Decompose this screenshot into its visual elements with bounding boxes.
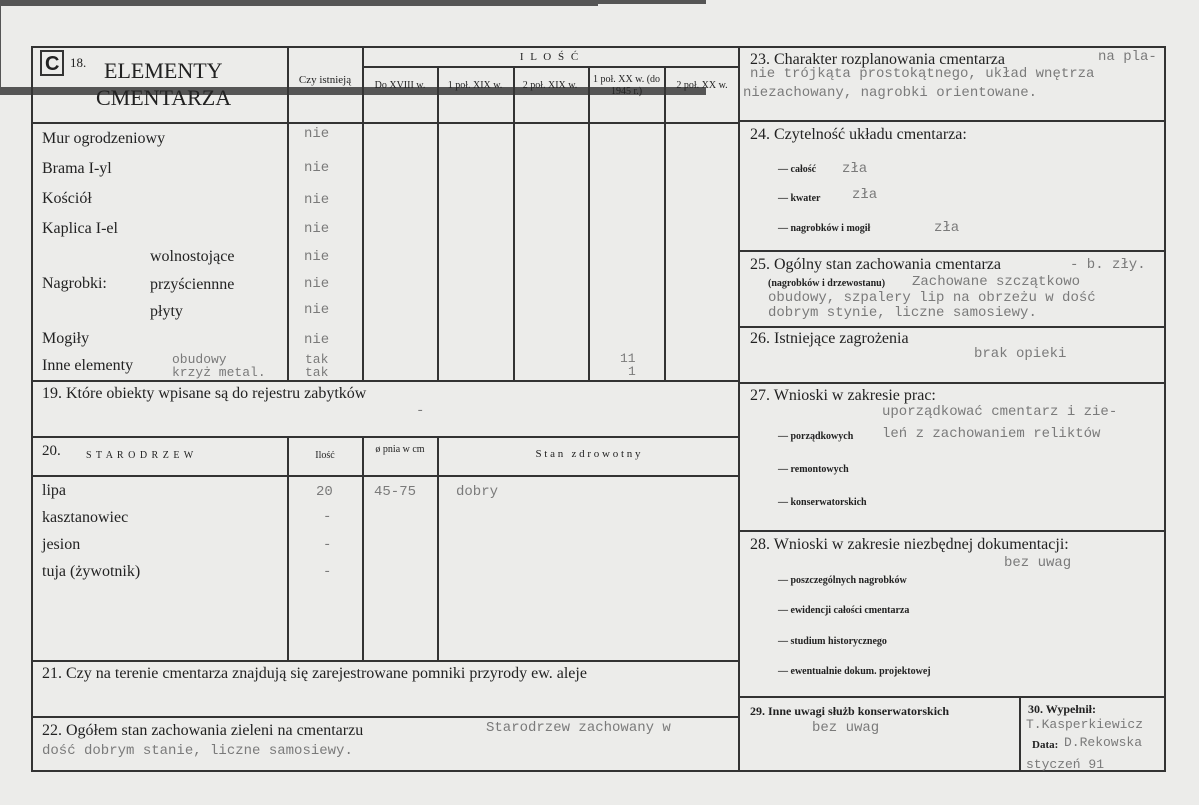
element-label: Brama I-yl [42, 160, 112, 177]
date-label: Data: [1032, 739, 1059, 751]
divider [0, 5, 598, 6]
nagrobki-exists: nie [304, 249, 330, 265]
divider [738, 120, 1166, 122]
legibility-item: — kwater [778, 193, 821, 204]
mogily-label: Mogiły [42, 330, 90, 347]
divider [287, 436, 289, 660]
element-label: Kościół [42, 190, 92, 207]
element-exists: nie [304, 192, 330, 208]
legibility-item: — nagrobków i mogił [778, 223, 871, 234]
greenery-state-value: dość dobrym stanie, liczne samosiewy. [42, 743, 353, 759]
trees-section-number: 20. [42, 443, 61, 459]
section-title-line1: ELEMENTY [104, 58, 223, 83]
tree-count: - [323, 509, 332, 525]
documentation-item: — poszczególnych nagrobków [778, 575, 907, 586]
divider [513, 66, 515, 381]
divider [32, 475, 738, 477]
documentation-label: 28. Wnioski w zakresie niezbędnej dokumentacji: [750, 536, 1069, 553]
legibility-value: zła [934, 220, 960, 236]
exists-column-header: Czy istnieją [298, 74, 352, 86]
other-remarks-label: 29. Inne uwagi służb konserwatorskich [750, 704, 950, 718]
divider [32, 436, 738, 438]
legibility-value: zła [852, 187, 878, 203]
element-exists: nie [304, 160, 330, 176]
works-item: — remontowych [778, 464, 849, 475]
overall-state-sub: (nagrobków i drzewostanu) [768, 278, 886, 289]
register-question: 19. Które obiekty wpisane są do rejestru zabytków [42, 385, 367, 402]
trees-health-header: S t a n z d r o w o t n y [535, 448, 641, 460]
date-value: styczeń 91 [1026, 757, 1105, 772]
tree-name: jesion [42, 536, 81, 553]
nagrobki-item: płyty [150, 303, 183, 320]
works-item: — konserwatorskich [778, 497, 867, 508]
element-label: Mur ogrodzeniowy [42, 130, 166, 147]
filled-by-value-2: D.Rekowska [1064, 735, 1143, 750]
inne-count: 11 [620, 351, 636, 366]
divider [32, 660, 738, 662]
layout-character-value: niezachowany, nagrobki orientowane. [743, 85, 1038, 101]
section-number: 18. [70, 55, 87, 70]
filled-by-value: T.Kasperkiewicz [1026, 717, 1144, 732]
tree-name: tuja (żywotnik) [42, 563, 141, 580]
inne-count: 1 [628, 364, 636, 379]
inne-exists: tak [305, 365, 329, 380]
quantity-header: I L O Ś Ć [519, 51, 581, 63]
overall-state-value: - b. zły. [1070, 257, 1146, 273]
element-exists: nie [304, 221, 330, 237]
divider [437, 436, 439, 660]
section-letter: C [45, 53, 60, 75]
divider [32, 716, 738, 718]
nagrobki-item: wolnostojące [150, 248, 235, 265]
works-item: — porządkowych [778, 431, 854, 442]
layout-character-value: na pla- [1098, 49, 1157, 65]
element-label: Kaplica I-el [42, 220, 118, 237]
period-header: 2 poł. XIX w. [522, 80, 578, 91]
nagrobki-item: przyściennne [150, 276, 235, 293]
works-conclusions-value: uporządkować cmentarz i zie- [882, 404, 1118, 420]
documentation-item: — studium historycznego [778, 636, 887, 647]
works-conclusions-value: leń z zachowaniem reliktów [882, 426, 1101, 442]
trees-diameter-header: ø pnia w cm [375, 444, 425, 455]
divider [664, 66, 666, 381]
main-divider [738, 47, 740, 772]
works-conclusions-label: 27. Wnioski w zakresie prac: [750, 387, 936, 404]
tree-count: - [323, 537, 332, 553]
divider [362, 66, 738, 68]
period-header: Do XVIII w. [374, 80, 426, 91]
nagrobki-label: Nagrobki: [42, 275, 107, 292]
layout-character-label: 23. Charakter rozplanowania cmentarza [750, 51, 1005, 68]
documentation-item: — ewidencji całości cmentarza [778, 605, 910, 616]
threats-value: brak opieki [974, 346, 1067, 362]
tree-health: dobry [456, 484, 499, 500]
tree-name: lipa [42, 482, 66, 499]
divider [32, 122, 738, 124]
divider [437, 66, 439, 381]
tree-count: - [323, 564, 332, 580]
tree-name: kasztanowiec [42, 509, 129, 526]
greenery-state-label: 22. Ogółem stan zachowania zieleni na cmentarzu [42, 722, 364, 739]
trees-section-title: S T A R O D R Z E W [86, 450, 195, 461]
trees-count-header: Ilość [315, 450, 335, 461]
overall-state-value: obudowy, szpalery lip na obrzeżu w dość [768, 290, 1096, 306]
overall-state-label: 25. Ogólny stan zachowania cmentarza [750, 256, 1002, 273]
divider [32, 380, 738, 382]
legibility-value: zła [842, 161, 868, 177]
divider [588, 66, 590, 381]
period-header: 2 poł. XX w. [676, 80, 728, 91]
legibility-item: — całość [778, 164, 817, 175]
nature-monuments-question: 21. Czy na terenie cmentarza znajdują się zarejestrowane pomniki przyrody ew. aleje [42, 665, 587, 682]
nagrobki-exists: nie [304, 276, 330, 292]
section-letter-box [40, 50, 64, 76]
element-exists: nie [304, 126, 330, 142]
divider [738, 250, 1166, 252]
tree-diameter: 45-75 [374, 484, 417, 500]
divider [738, 696, 1166, 698]
divider [362, 436, 364, 660]
inne-item: obudowy [172, 352, 227, 367]
inne-item: krzyż metal. [172, 365, 266, 380]
mogily-exists: nie [304, 332, 330, 348]
register-answer: - [416, 403, 425, 419]
tree-count: 20 [316, 484, 333, 500]
threats-label: 26. Istniejące zagrożenia [750, 330, 909, 347]
divider [362, 47, 364, 381]
inne-label: Inne elementy [42, 357, 134, 374]
divider [0, 6, 1, 87]
nagrobki-exists: nie [304, 302, 330, 318]
period-header: 1 poł. XIX w. [447, 80, 503, 91]
divider [1019, 696, 1021, 772]
layout-character-value: nie trójkąta prostokątnego, układ wnętrza [750, 66, 1095, 82]
legibility-label: 24. Czytelność układu cmentarza: [750, 126, 967, 143]
period-header: 1 poł. XX w. (do 1945 r.) [592, 74, 661, 97]
divider [738, 382, 1166, 384]
filled-by-label: 30. Wypełnił: [1028, 702, 1097, 716]
inne-exists: tak [305, 352, 329, 367]
divider [287, 47, 289, 381]
overall-state-value: Zachowane szczątkowo [912, 274, 1081, 290]
other-remarks-value: bez uwag [812, 720, 880, 736]
divider [738, 326, 1166, 328]
greenery-state-value: Starodrzew zachowany w [486, 720, 671, 736]
divider [738, 530, 1166, 532]
documentation-item: — ewentualnie dokum. projektowej [778, 666, 931, 677]
overall-state-value: dobrym stynie, liczne samosiewy. [768, 305, 1037, 321]
section-title-line2: CMENTARZA [96, 85, 232, 110]
documentation-value: bez uwag [1004, 555, 1072, 571]
